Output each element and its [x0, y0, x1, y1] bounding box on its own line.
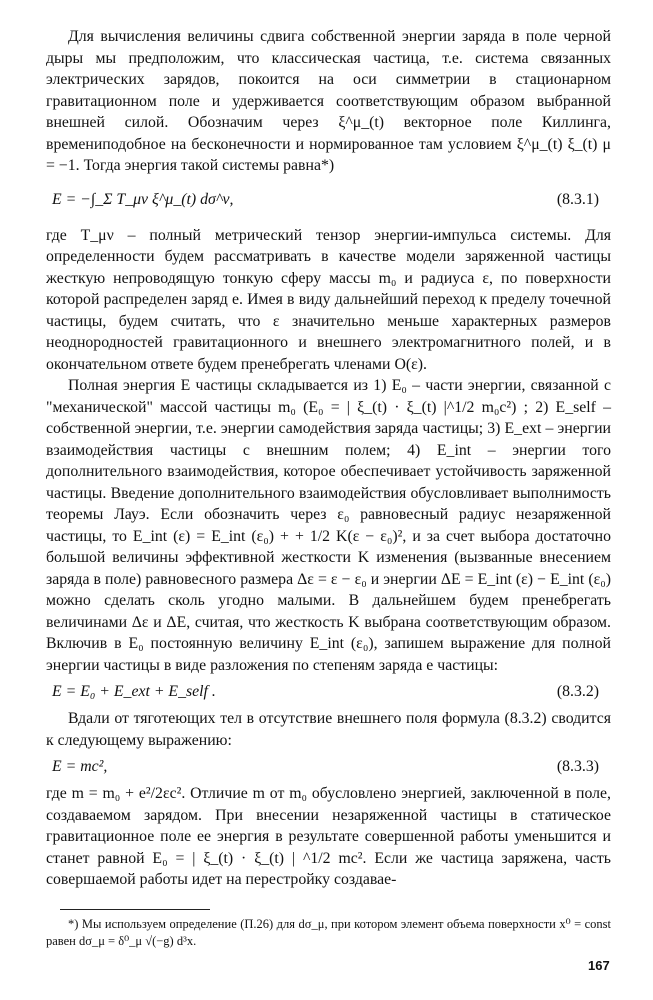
- paragraph-intro: Для вычисления величины сдвига собственной энергии заряда в поле черной дыры мы предположим, что классическая частица, т.е. система связанных электрических зарядов, покоится на оси симметрии в стационарном гравитационном поле и удерживается соответствующим образом выбранной внешней силой. Обозначим через ξ^μ_(t) векторное поле Киллинга, времениподобное на бесконечности и нормированное там условием ξ^μ_(t) ξ_(t) μ = −1. Тогда энергия такой системы равна*): [46, 28, 611, 174]
- paragraph-mass: где m = m₀ + e²/2εc². Отличие m от m₀ обусловлено энергией, заключенной в поле, создаваемом зарядом. При внесении незаряженной частицы в статическое гравитационное поле ее энергия в результате совершенной работы уменьшится и станет равной E₀ = | ξ_(t) · ξ_(t) | ^1/2 mc². Если же частица заряжена, часть совершаемой работы идет на перестройку создавае-: [46, 785, 611, 888]
- equation-8-3-3-number: (8.3.3): [556, 758, 599, 775]
- footnote: *) Мы используем определение (П.26) для dσ_μ, при котором элемент объема поверхности x⁰ = const равен dσ_μ = δ⁰_μ √(−g) d³x.: [46, 916, 611, 948]
- paragraph-model: где T_μν – полный метрический тензор энергии-импульса системы. Для определенности будем рассматривать в качестве модели заряженной частицы жесткую непроводящую тонкую сферу массы m₀ и радиуса ε, по поверхности которой распределен заряд e. Имея в виду дальнейший переход к пределу точечной частицы, будем считать, что ε значительно меньше характерных размеров неоднородностей гравитационного и внешнего электромагнитного полей, и в окончательном ответе будем пренебрегать членами O(ε).: [46, 226, 611, 373]
- equation-8-3-2-number: (8.3.2): [556, 683, 599, 700]
- paragraph-far-field: Вдали от тяготеющих тел в отсутствие внешнего поля формула (8.3.2) сводится к следующему выражению:: [46, 710, 611, 749]
- page-body: [46, 26, 611, 950]
- paragraph-energy-terms: Полная энергия E частицы складывается из 1) E₀ – части энергии, связанной с "механической" массой частицы m₀ (E₀ = | ξ_(t) · ξ_(t) |^1/2 m₀c²) ; 2) E_self – собственной энергии, т.е. энергии самодействия заряда частицы; 3) E_ext – энергии взаимодействия частицы с внешним полем; 4) E_int – энергии того дополнительного взаимодействия, которое обеспечивает устойчивость заряженной частицы. Введение дополнительного взаимодействия обусловливает выполнимость теоремы Лауэ. Если обозначить через ε₀ равновесный радиус незаряженной частицы, то E_int (ε) = E_int (ε₀) + + 1/2 K(ε − ε₀)², и за счет выбора достаточно большой величины эффективной жесткости K изменения (вызванные внесением заряда в поле) равновесного размера Δε = ε − ε₀ и энергии ΔE = E_int (ε) − E_int (ε₀) можно сделать сколь угодно малыми. В дальнейшем будем пренебрегать величинами Δε и ΔE, считая, что жесткость K выбрана соответствующим образом. Включив в E₀ постоянную величину E_int (ε₀), запишем выражение для полной энергии частицы в виде разложения по степеням заряда e частицы:: [46, 377, 611, 674]
- footnote-rule: [60, 909, 210, 910]
- equation-8-3-3-formula: E = mc²,: [52, 758, 108, 775]
- page-number: 167: [588, 958, 610, 973]
- equation-8-3-2-formula: E = E₀ + E_ext + E_self .: [52, 683, 216, 700]
- equation-8-3-2: [46, 678, 611, 706]
- equation-8-3-1-formula: E = −∫_Σ T_μν ξ^μ_(t) dσ^ν,: [52, 190, 234, 208]
- equation-8-3-3: [46, 753, 611, 781]
- equation-8-3-1: [46, 179, 611, 223]
- equation-8-3-1-number: (8.3.1): [556, 190, 599, 208]
